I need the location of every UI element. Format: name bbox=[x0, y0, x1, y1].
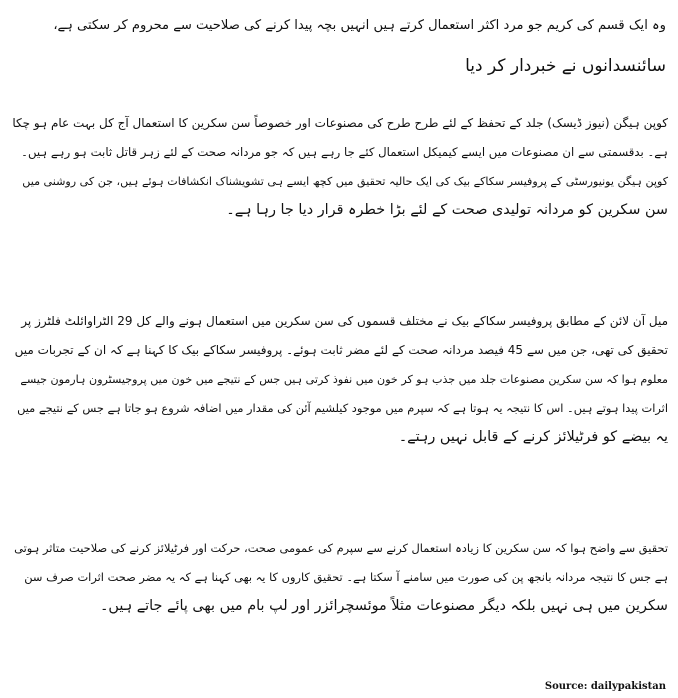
paragraph-line: ہے جس کا نتیجہ مردانہ بانجھ پن کی صورت میں سامنے آ سکتا ہے۔ تحقیق کاروں کا یہ بھی کہنا ہے کہ یہ مضر صحت اثرات صرف سن bbox=[24, 570, 668, 584]
paragraph-line: تحقیق کی تھی، جن میں سے 45 فیصد مردانہ صحت کے لئے مضر ثابت ہوئے۔ پروفیسر سکاکے بیک کا کہنا ہے کہ ان کے تجربات میں bbox=[14, 343, 668, 357]
paragraph-line: تحقیق سے واضح ہوا کہ سن سکرین کا زیادہ استعمال کرنے سے سپرم کی عمومی صحت، حرکت اور فرٹیلائز کرنے کی صلاحیت متاثر ہوتی bbox=[14, 541, 668, 555]
headline-line: وہ ایک قسم کی کریم جو مرد اکثر استعمال کرتے ہیں انہیں بچہ پیدا کرنے کی صلاحیت سے محروم کر سکتی ہے، bbox=[53, 18, 666, 33]
paragraph-line: سکرین میں ہی نہیں بلکہ دیگر مصنوعات مثلاً موئسچرائزر اور لپ بام میں بھی پائے جاتے ہیں۔ bbox=[100, 598, 668, 614]
article-paragraph bbox=[12, 109, 668, 225]
article-paragraph bbox=[12, 534, 668, 621]
paragraph-line: اثرات پیدا ہوتے ہیں۔ اس کا نتیجہ یہ ہوتا ہے کہ سپرم میں موجود کیلشیم آئن کی مقدار میں اضافہ شروع ہو جاتا ہے جس کے نتیجے میں bbox=[17, 401, 668, 415]
article-headline bbox=[44, 6, 666, 86]
paragraph-line: کوپن ہیگن یونیورسٹی کے پروفیسر سکاکے بیک کی ایک حالیہ تحقیق میں کچھ ایسے ہی تشویشناک انکشافات ہوئے ہیں، جن کی روشنی میں bbox=[22, 175, 668, 188]
paragraph-line: ہے۔ بدقسمتی سے ان مصنوعات میں ایسے کیمیکل استعمال کئے جا رہے ہیں کہ جو مردانہ صحت کے لئے زہر قاتل ثابت ہو رہے ہیں۔ bbox=[21, 145, 668, 159]
headline-line: سائنسدانوں نے خبردار کر دیا bbox=[465, 56, 666, 76]
article-paragraph bbox=[12, 307, 668, 452]
paragraph-line: سن سکرین کو مردانہ تولیدی صحت کے لئے بڑا خطرہ قرار دیا جا رہا ہے۔ bbox=[226, 202, 668, 218]
paragraph-line: معلوم ہوا کہ سن سکرین مصنوعات جلد میں جذب ہو کر خون میں نفوذ کرتی ہیں جس کے نتیجے میں خون میں پروجیسٹرون ہارمون جیسے bbox=[20, 373, 668, 386]
paragraph-line: کوپن ہیگن (نیوز ڈیسک) جلد کے تحفظ کے لئے طرح طرح کی مصنوعات اور خصوصاً سن سکرین کا استعمال آج کل بہت عام ہو چکا bbox=[12, 116, 668, 130]
paragraph-line: یہ بیضے کو فرٹیلائز کرنے کے قابل نہیں رہتے۔ bbox=[398, 429, 668, 445]
source-credit: Source: dailypakistan bbox=[544, 681, 666, 692]
paragraph-line: میل آن لائن کے مطابق پروفیسر سکاکے بیک نے مختلف قسموں کی سن سکرین میں استعمال ہونے والے کل 29 الٹراوائلٹ فلٹرز پر bbox=[21, 314, 668, 328]
